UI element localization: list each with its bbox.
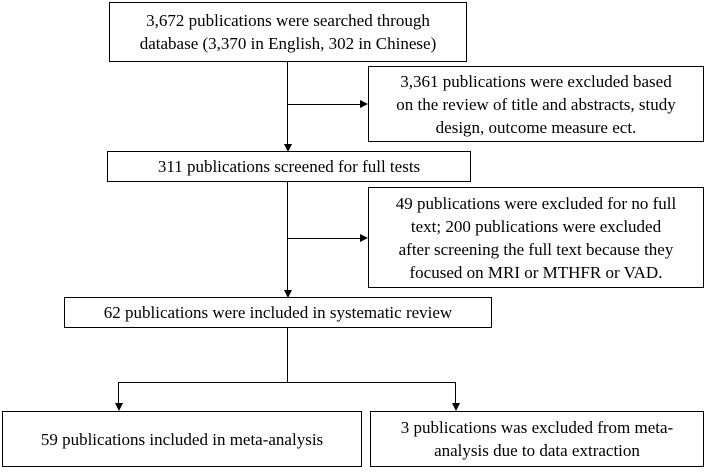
- meta-analysis-box: [2, 411, 362, 467]
- excluded-fulltext-line-1: 49 publications were excluded for no full: [395, 193, 677, 213]
- excluded-title-line-3: design, outcome measure ect.: [435, 117, 637, 137]
- excluded-meta-line-1: 3 publications was excluded from meta-: [400, 418, 674, 437]
- excluded-title-line-1: 3,361 publications were excluded based: [400, 71, 672, 91]
- excluded-meta-line-2: analysis due to data extraction: [434, 441, 640, 460]
- systematic-review-line-1: 62 publications were included in systematic review: [103, 303, 453, 322]
- arrow-to-excluded-fulltext-icon: [360, 234, 368, 242]
- connector-to-excluded-meta: [455, 382, 456, 404]
- screened-box: [107, 151, 471, 182]
- identified-box: [109, 2, 467, 62]
- excluded-meta-box: [370, 411, 704, 467]
- connector-to-excluded-title: [288, 104, 360, 105]
- identified-line-1: 3,672 publications were searched through: [146, 11, 430, 30]
- screened-line-1: 311 publications screened for full tests: [157, 157, 421, 176]
- excluded-title-line-2: on the review of title and abstracts, study: [396, 94, 676, 114]
- arrow-to-excluded-title-icon: [360, 100, 368, 108]
- connector-to-meta-analysis: [118, 382, 119, 404]
- arrow-to-excluded-meta-icon: [452, 403, 460, 411]
- connector-review-down: [287, 328, 288, 382]
- meta-analysis-line-1: 59 publications included in meta-analysis: [40, 429, 324, 449]
- connector-to-excluded-fulltext: [288, 238, 360, 239]
- arrow-to-meta-analysis-icon: [115, 403, 123, 411]
- connector-split-horizontal: [118, 382, 456, 383]
- excluded-fulltext-line-3: after screening the full text because they: [398, 239, 674, 259]
- excluded-fulltext-line-2: text; 200 publications were excluded: [410, 216, 662, 236]
- systematic-review-box: [64, 297, 492, 328]
- excluded-fulltext-line-4: focused on MRI or MTHFR or VAD.: [409, 262, 663, 282]
- excluded-fulltext-box: [368, 187, 704, 288]
- excluded-title-box: [368, 66, 704, 142]
- identified-line-2: database (3,370 in English, 302 in Chinese): [139, 34, 437, 53]
- connector-screened-to-review: [287, 182, 288, 291]
